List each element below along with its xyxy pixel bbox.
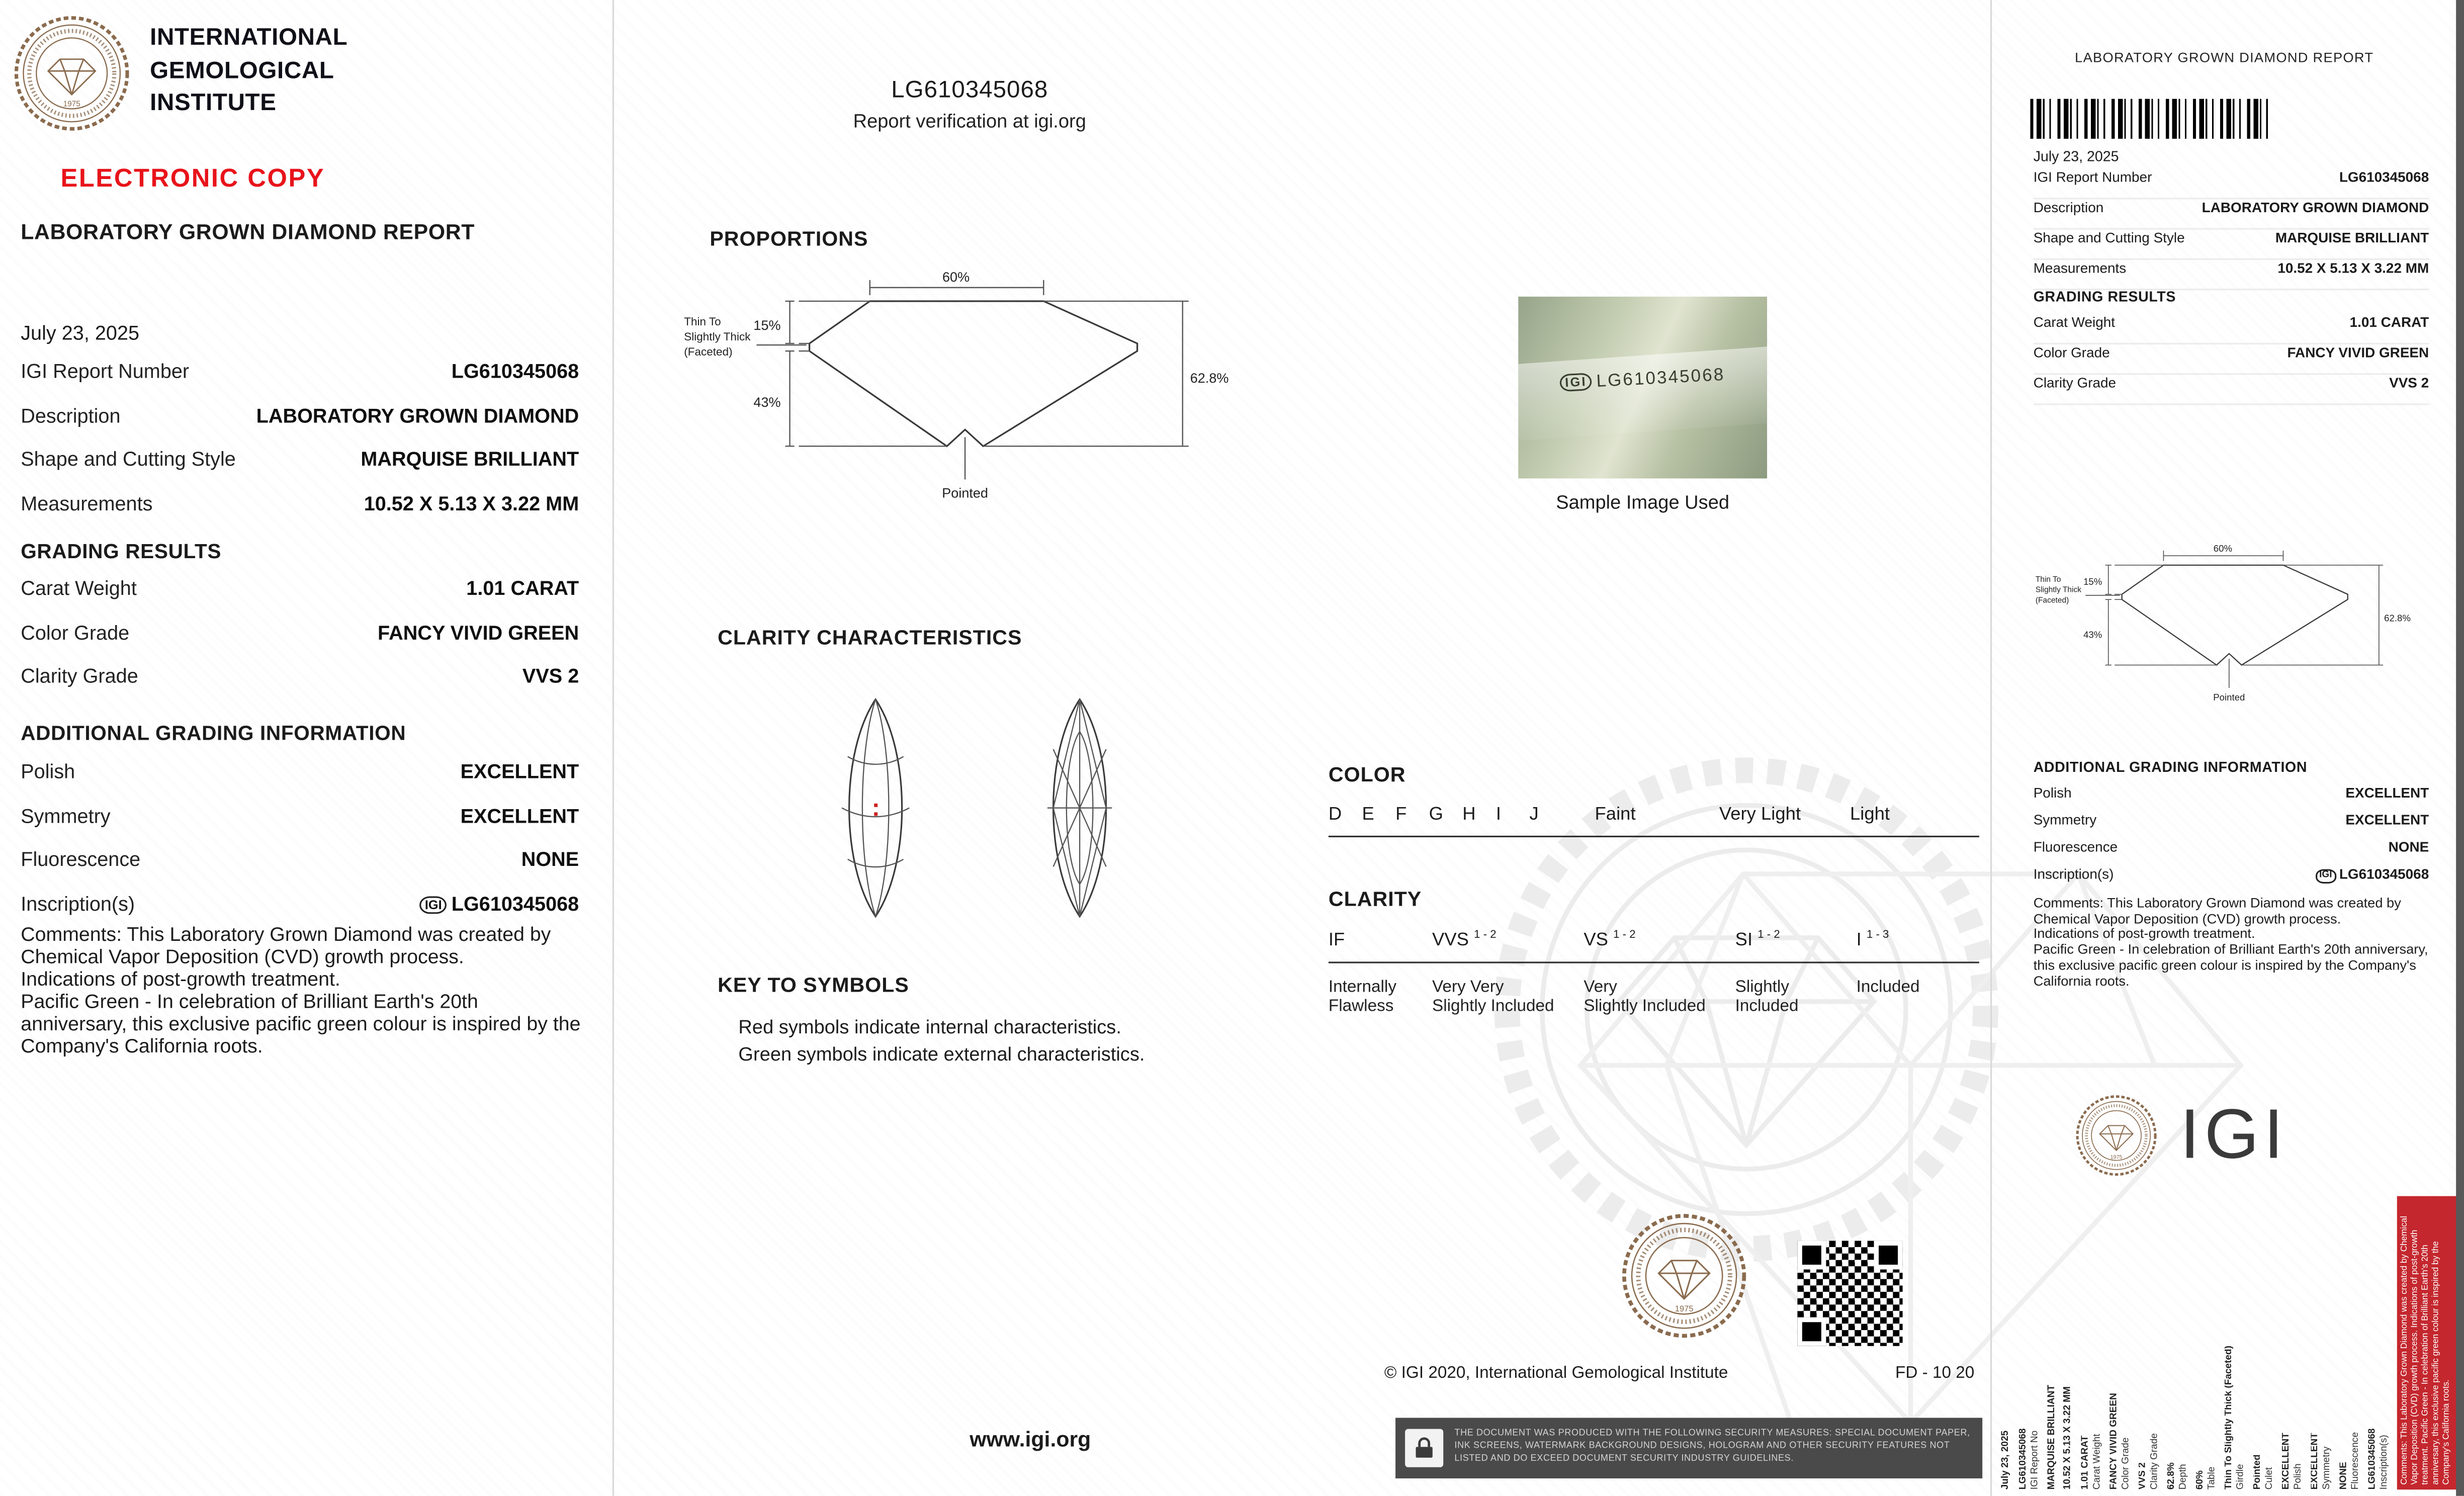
igi-logo-mark: IGI	[420, 896, 447, 913]
depth-percent: 62.8%	[2384, 612, 2411, 624]
grading-rows	[21, 577, 579, 709]
spine-field: EXCELLENT Polish	[2281, 1433, 2303, 1490]
clarity-descriptions-row	[1329, 978, 1979, 1017]
field-value: 10.52 X 5.13 X 3.22 MM	[364, 492, 579, 514]
stub-grading-heading: GRADING RESULTS	[2033, 289, 2176, 305]
sample-image	[1518, 297, 1767, 479]
stub-title: LABORATORY GROWN DIAMOND REPORT	[2075, 49, 2374, 66]
color-grade: E	[1362, 805, 1374, 825]
proportions-heading: PROPORTIONS	[710, 226, 868, 250]
spine-field: July 23, 2025	[2001, 1430, 2011, 1490]
brand-line: INSTITUTE	[150, 90, 277, 117]
pavilion-percent: 43%	[2083, 629, 2102, 640]
verification-block	[614, 76, 1325, 132]
field-value: 1.01 CARAT	[2349, 314, 2429, 330]
field-value: MARQUISE BRILLIANT	[2275, 229, 2429, 246]
additional-rows	[21, 761, 579, 936]
clarity-scale	[1329, 887, 1979, 1017]
field-value: 1.01 CARAT	[466, 577, 579, 600]
spine-field: LG610345068 IGI Report No	[2018, 1428, 2040, 1490]
field-row	[2034, 230, 2429, 260]
field-value: FANCY VIVID GREEN	[378, 621, 579, 644]
spine-field: Thin To Slightly Thick (Faceted) Girdle	[2224, 1346, 2246, 1490]
color-range: Light	[1850, 805, 1890, 825]
color-grade: G	[1429, 805, 1444, 825]
stub-panel	[1990, 0, 2457, 1496]
igi-logo	[2075, 1094, 2288, 1177]
table-percent: 60%	[2213, 543, 2233, 554]
clarity-desc: Very Slightly Included	[1583, 977, 1706, 1017]
field-row	[2034, 839, 2429, 866]
field-value: MARQUISE BRILLIANT	[361, 448, 579, 471]
color-scale	[1329, 762, 1979, 837]
color-scale-rule	[1329, 836, 1979, 837]
center-panel	[614, 0, 1989, 1496]
electronic-copy-label: ELECTRONIC COPY	[60, 165, 325, 193]
spine-field: VVS 2 Clarity Grade	[2138, 1433, 2160, 1490]
field-value: EXCELLENT	[2345, 784, 2429, 801]
clarity-plot-crown	[1006, 690, 1153, 925]
inscription-number: LG610345068	[2339, 866, 2429, 882]
comments-line: Comments: This Laboratory Grown Diamond was created by Chemical Vapor Deposition (CVD) growth process.	[2033, 895, 2401, 926]
report-title: LABORATORY GROWN DIAMOND REPORT	[21, 220, 475, 244]
field-row	[2034, 375, 2429, 405]
spine-comments-red-block: Comments: This Laboratory Grown Diamond was created by Chemical Vapor Deposition (CVD) growth process. Indications of post-growth treatment. Pacific Green - In celebration of Brilliant Earth's 20th anniversary, this exclusive pacific green colour is inspired by the Company's California roots.	[2396, 1196, 2457, 1490]
field-value: VVS 2	[522, 665, 579, 687]
field-row	[2034, 866, 2429, 893]
field-row	[21, 492, 579, 536]
color-range: Very Light	[1719, 805, 1801, 825]
copyright-row	[1384, 1364, 1974, 1383]
field-row	[21, 621, 579, 665]
field-row	[21, 361, 579, 404]
clarity-symbol-red	[874, 812, 877, 816]
spine-field: 10.52 X 5.13 X 3.22 MM	[2063, 1386, 2073, 1490]
girdle-label: Thin To	[2035, 575, 2061, 584]
girdle-label: Thin To	[684, 315, 721, 328]
clarity-grade: I $^{1 - 3}$	[1856, 929, 1889, 950]
lock-icon	[1405, 1429, 1443, 1467]
igi-seal-icon	[13, 15, 131, 133]
field-label: Color Grade	[2033, 344, 2110, 361]
field-label: Symmetry	[21, 805, 111, 827]
field-value: NONE	[2388, 839, 2429, 855]
clarity-heading: CLARITY	[1328, 887, 1422, 911]
igi-logotype: IGI	[2180, 1095, 2289, 1174]
spine-field: LG610345068 Inscription(s)	[2367, 1428, 2389, 1490]
spine-field: FANCY VIVID GREEN Color Grade	[2109, 1393, 2131, 1490]
field-label: Description	[21, 404, 121, 427]
field-label: Inscription(s)	[21, 892, 135, 915]
clarity-plot-profile	[802, 690, 949, 925]
field-label: IGI Report Number	[2033, 169, 2152, 185]
grading-results-heading: GRADING RESULTS	[21, 539, 222, 563]
igi-logo-mark: IGI	[2315, 869, 2336, 884]
color-range: Faint	[1595, 805, 1636, 825]
comments-line: Indications of post-growth treatment.	[2033, 925, 2255, 942]
field-value: LG610345068	[2339, 169, 2429, 185]
pavilion-percent: 43%	[753, 395, 781, 410]
clarity-grade: VS $^{1 - 2}$	[1583, 929, 1636, 950]
qr-code	[1797, 1241, 1902, 1346]
field-value: NONE	[521, 848, 579, 871]
verification-number: LG610345068	[891, 76, 1048, 104]
field-row	[21, 805, 579, 848]
clarity-grade: SI $^{1 - 2}$	[1735, 929, 1780, 950]
field-label: Polish	[2033, 784, 2072, 801]
clarity-grade: IF	[1328, 931, 1345, 950]
comments-line: Pacific Green - In celebration of Brilliant Earth's 20th anniversary, this exclusive pacific green colour is inspired by the Company's California roots.	[2033, 941, 2428, 988]
additional-grading-heading: ADDITIONAL GRADING INFORMATION	[21, 721, 406, 745]
field-row	[2034, 812, 2429, 839]
field-value: EXCELLENT	[460, 805, 579, 827]
key-green-line: Green symbols indicate external characteristics.	[738, 1043, 1145, 1066]
sample-image-figure	[1518, 297, 1767, 513]
field-label: Fluorescence	[2033, 839, 2118, 855]
field-row	[21, 448, 579, 492]
spine-field: NONE Fluorescence	[2339, 1432, 2360, 1490]
crown-percent: 15%	[2083, 576, 2102, 587]
comments-line: Pacific Green - In celebration of Brilliant Earth's 20th anniversary, this exclusive pacific green colour is inspired by the Company's California roots.	[21, 990, 581, 1057]
inscription-number: LG610345068	[451, 892, 579, 915]
field-row	[2034, 314, 2429, 344]
field-label: Shape and Cutting Style	[21, 448, 236, 471]
main-report-panel	[0, 0, 614, 1496]
field-label: Polish	[21, 760, 75, 783]
field-row	[21, 761, 579, 805]
seal-year: 1975	[2110, 1154, 2123, 1161]
clarity-scale-rule	[1329, 961, 1979, 963]
clarity-grades-row	[1329, 930, 1979, 950]
color-grade: H	[1462, 805, 1476, 825]
spine-field: MARQUISE BRILLIANT	[2047, 1384, 2057, 1490]
color-grade: D	[1328, 805, 1342, 825]
table-percent: 60%	[942, 269, 970, 285]
field-label: Carat Weight	[2033, 314, 2116, 330]
spine-field: Pointed Culet	[2252, 1454, 2274, 1490]
field-value: EXCELLENT	[2345, 812, 2429, 828]
comments-block	[21, 925, 582, 1058]
proportions-diagram	[681, 268, 1255, 510]
security-text: THE DOCUMENT WAS PRODUCED WITH THE FOLLOWING SECURITY MEASURES: SPECIAL DOCUMENT PAPER, INK SCREENS, WATERMARK BACKGROUND DESIGNS, HOLOGRAM AND OTHER SECURITY FEATURES NOT LISTED AND DO EXCEED DOCUMENT SECURITY INDUSTRY GUIDELINES.	[1454, 1429, 1970, 1464]
field-row	[2034, 199, 2429, 229]
brand-line: GEMOLOGICAL	[150, 57, 334, 84]
clarity-desc: Internally Flawless	[1328, 977, 1397, 1017]
field-label: Fluorescence	[21, 848, 141, 871]
color-grade: J	[1529, 805, 1539, 825]
stub-grading-rows	[2034, 314, 2429, 405]
field-label: Clarity Grade	[2033, 375, 2117, 391]
field-value: LABORATORY GROWN DIAMOND	[2202, 199, 2429, 216]
clarity-symbol-red	[874, 804, 877, 807]
culet-label: Pointed	[2213, 691, 2245, 702]
stub-proportions-diagram	[2034, 542, 2429, 709]
key-red-line: Red symbols indicate internal characteristics.	[738, 1016, 1121, 1038]
igi-stamp-seal-icon	[1620, 1212, 1748, 1340]
barcode	[2030, 99, 2269, 139]
website-link: www.igi.org	[970, 1427, 1091, 1452]
girdle-label: (Faceted)	[2035, 596, 2069, 605]
field-label: Symmetry	[2033, 812, 2097, 828]
color-grade: I	[1495, 805, 1502, 825]
copyright-text: © IGI 2020, International Gemological Institute	[1384, 1363, 1728, 1383]
key-to-symbols-heading: KEY TO SYMBOLS	[718, 973, 909, 997]
field-value: LABORATORY GROWN DIAMOND	[256, 404, 579, 427]
girdle-label: Slightly Thick	[2035, 585, 2082, 594]
comments-line: Indications of post-growth treatment.	[21, 967, 340, 990]
clarity-desc: Slightly Included	[1735, 977, 1799, 1017]
report-date: July 23, 2025	[21, 322, 140, 345]
stub-identification-rows	[2034, 169, 2429, 290]
field-value: VVS 2	[2389, 375, 2429, 391]
color-grade: F	[1395, 805, 1407, 825]
form-code: FD - 10 20	[1895, 1363, 1975, 1383]
clarity-characteristics-heading: CLARITY CHARACTERISTICS	[718, 625, 1022, 649]
stub-comments-block	[2034, 896, 2432, 989]
sample-caption: Sample Image Used	[1556, 491, 1730, 514]
spine-field: 60% Table	[2195, 1466, 2217, 1490]
spine-field: 62.8% Depth	[2166, 1462, 2188, 1490]
field-label: Clarity Grade	[21, 665, 138, 687]
color-heading: COLOR	[1328, 762, 1406, 786]
field-label: Carat Weight	[21, 577, 137, 600]
field-value: 10.52 X 5.13 X 3.22 MM	[2277, 259, 2429, 276]
field-value	[420, 892, 579, 914]
field-label: Measurements	[21, 492, 153, 514]
field-row	[21, 577, 579, 621]
girdle-label: Slightly Thick	[684, 330, 751, 343]
field-row	[21, 404, 579, 448]
culet-label: Pointed	[942, 485, 988, 501]
field-label: IGI Report Number	[21, 360, 190, 383]
field-row	[21, 665, 579, 709]
brand-header	[13, 15, 347, 133]
field-label: Inscription(s)	[2033, 866, 2114, 882]
field-label: Shape and Cutting Style	[2033, 229, 2185, 246]
field-row	[21, 848, 579, 892]
color-grades-row	[1329, 806, 1979, 825]
field-value: EXCELLENT	[460, 760, 579, 783]
field-row	[2034, 169, 2429, 199]
sample-inscription-overlay	[1518, 364, 1767, 396]
spine-field: 1.01 CARAT Carat Weight	[2080, 1434, 2102, 1490]
igi-seal-icon	[2075, 1094, 2158, 1177]
identification-rows	[21, 361, 579, 536]
brand-name	[150, 15, 347, 122]
stub-spine	[2001, 1196, 2454, 1490]
security-bar	[1395, 1418, 1982, 1478]
stub-date: July 23, 2025	[2033, 148, 2119, 164]
girdle-label: (Faceted)	[684, 345, 733, 359]
field-value: LG610345068	[451, 360, 579, 383]
clarity-grade: VVS $^{1 - 2}$	[1432, 929, 1497, 950]
page-edge	[2456, 0, 2464, 1496]
clarity-desc: Included	[1856, 977, 1920, 997]
sample-inscription-number: LG610345068	[1596, 366, 1726, 392]
field-label: Color Grade	[21, 621, 130, 644]
clarity-desc: Very Very Slightly Included	[1432, 977, 1554, 1017]
field-row	[2034, 344, 2429, 375]
comments-line: Comments: This Laboratory Grown Diamond was created by Chemical Vapor Deposition (CVD) growth process.	[21, 923, 551, 968]
crown-percent: 15%	[753, 318, 781, 333]
field-row	[2034, 260, 2429, 290]
field-row	[2034, 784, 2429, 812]
key-to-symbols-text	[738, 1014, 1145, 1069]
field-value	[2315, 866, 2429, 884]
seal-year: 1975	[1675, 1304, 1694, 1314]
stub-additional-heading: ADDITIONAL GRADING INFORMATION	[2033, 759, 2308, 775]
field-label: Measurements	[2033, 259, 2127, 276]
spine-field: EXCELLENT Symmetry	[2310, 1433, 2332, 1490]
verification-text: Report verification at igi.org	[853, 110, 1086, 133]
field-label: Description	[2033, 199, 2104, 216]
brand-line: INTERNATIONAL	[150, 24, 348, 51]
stub-additional-rows	[2034, 784, 2429, 893]
field-value: FANCY VIVID GREEN	[2287, 344, 2429, 361]
igi-logo-mark: IGI	[1560, 373, 1592, 392]
seal-year: 1975	[63, 100, 80, 109]
depth-percent: 62.8%	[1190, 371, 1229, 386]
